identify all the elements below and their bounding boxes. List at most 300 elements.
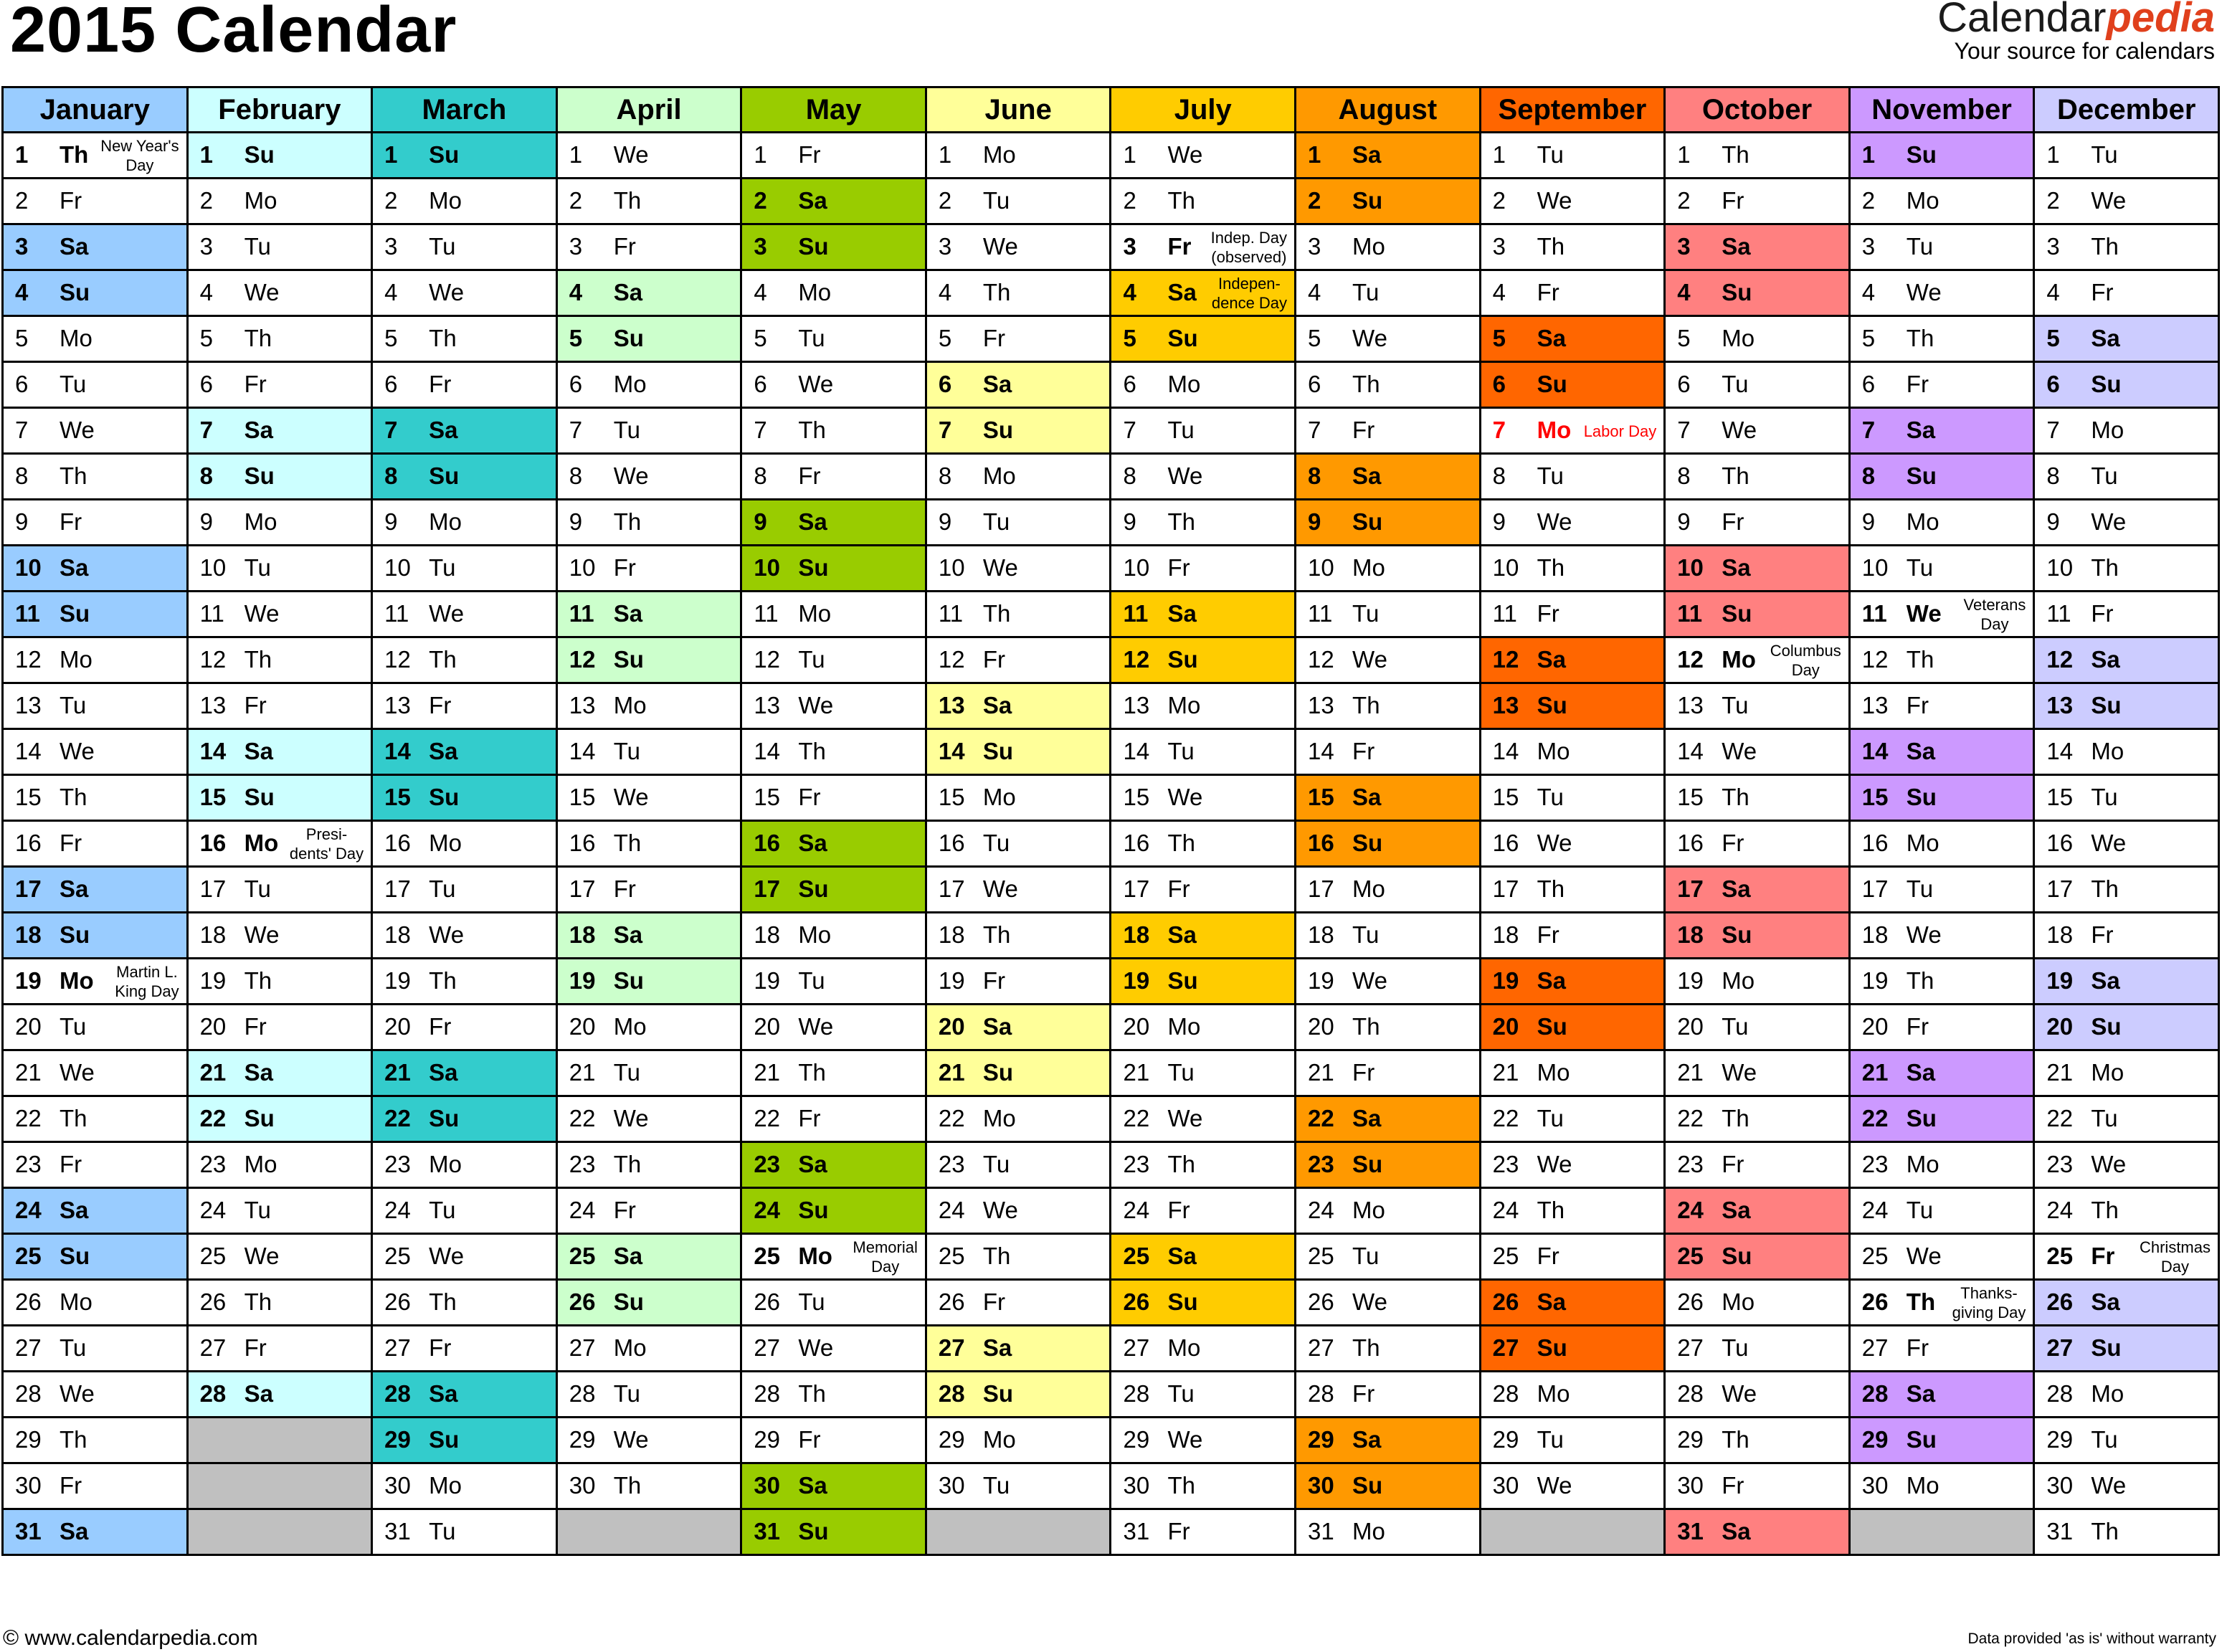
day-cell[interactable] — [1665, 913, 1850, 959]
day-cell[interactable] — [3, 316, 188, 362]
day-cell[interactable] — [1480, 1005, 1665, 1050]
day-cell[interactable] — [2034, 1142, 2219, 1188]
day-cell[interactable] — [187, 1050, 372, 1096]
day-cell[interactable] — [926, 179, 1111, 224]
day-cell[interactable] — [1849, 1372, 2034, 1418]
day-cell[interactable] — [741, 1050, 926, 1096]
day-cell[interactable] — [187, 1096, 372, 1142]
day-cell[interactable] — [1849, 270, 2034, 316]
day-cell[interactable] — [556, 179, 741, 224]
day-cell[interactable] — [187, 500, 372, 546]
day-cell[interactable] — [2034, 408, 2219, 454]
day-cell[interactable] — [741, 775, 926, 821]
day-cell[interactable] — [1296, 1142, 1481, 1188]
day-cell[interactable] — [372, 775, 557, 821]
day-cell[interactable] — [372, 270, 557, 316]
day-cell[interactable] — [1296, 959, 1481, 1005]
day-cell[interactable] — [1296, 729, 1481, 775]
day-cell[interactable] — [1480, 224, 1665, 270]
day-cell[interactable] — [741, 179, 926, 224]
day-cell[interactable] — [1665, 1326, 1850, 1372]
day-cell[interactable] — [187, 821, 372, 867]
day-cell[interactable] — [1480, 270, 1665, 316]
day-cell[interactable] — [1849, 224, 2034, 270]
day-cell[interactable] — [1849, 500, 2034, 546]
day-cell[interactable] — [1665, 1050, 1850, 1096]
day-cell[interactable] — [926, 683, 1111, 729]
day-cell[interactable] — [556, 1372, 741, 1418]
day-cell[interactable] — [187, 1372, 372, 1418]
day-cell[interactable] — [741, 316, 926, 362]
day-cell[interactable] — [556, 1188, 741, 1234]
day-cell[interactable] — [926, 362, 1111, 408]
day-cell[interactable] — [556, 1326, 741, 1372]
day-cell[interactable] — [187, 1188, 372, 1234]
day-cell[interactable] — [187, 683, 372, 729]
day-cell[interactable] — [741, 959, 926, 1005]
day-cell[interactable] — [1480, 1234, 1665, 1280]
day-cell[interactable] — [1665, 1234, 1850, 1280]
day-cell[interactable] — [372, 316, 557, 362]
day-cell[interactable] — [926, 1188, 1111, 1234]
day-cell[interactable] — [556, 224, 741, 270]
day-cell[interactable] — [741, 270, 926, 316]
day-cell[interactable] — [372, 224, 557, 270]
day-cell[interactable] — [1665, 592, 1850, 637]
day-cell[interactable] — [2034, 683, 2219, 729]
day-cell[interactable] — [1296, 362, 1481, 408]
day-cell[interactable] — [187, 316, 372, 362]
day-cell[interactable] — [741, 546, 926, 592]
day-cell[interactable] — [1665, 729, 1850, 775]
day-cell[interactable] — [1480, 729, 1665, 775]
day-cell[interactable] — [2034, 454, 2219, 500]
day-cell[interactable] — [187, 1234, 372, 1280]
day-cell[interactable] — [926, 637, 1111, 683]
day-cell[interactable] — [372, 1188, 557, 1234]
day-cell[interactable] — [372, 683, 557, 729]
day-cell[interactable] — [556, 362, 741, 408]
day-cell[interactable] — [2034, 913, 2219, 959]
day-cell[interactable] — [1849, 867, 2034, 913]
day-cell[interactable] — [2034, 362, 2219, 408]
day-cell[interactable] — [741, 1418, 926, 1463]
day-cell[interactable] — [2034, 1280, 2219, 1326]
day-cell[interactable] — [372, 179, 557, 224]
day-cell[interactable] — [741, 729, 926, 775]
day-cell[interactable] — [187, 913, 372, 959]
day-cell[interactable] — [3, 1326, 188, 1372]
day-cell[interactable] — [2034, 179, 2219, 224]
day-cell[interactable] — [1849, 1142, 2034, 1188]
day-cell[interactable] — [926, 224, 1111, 270]
day-cell[interactable] — [741, 821, 926, 867]
day-cell[interactable] — [187, 775, 372, 821]
day-cell[interactable] — [926, 775, 1111, 821]
day-cell[interactable] — [3, 1005, 188, 1050]
day-cell[interactable] — [1111, 316, 1296, 362]
day-cell[interactable] — [2034, 1096, 2219, 1142]
day-cell[interactable] — [3, 1234, 188, 1280]
day-cell[interactable] — [3, 683, 188, 729]
day-cell[interactable] — [1849, 592, 2034, 637]
day-cell[interactable] — [372, 1142, 557, 1188]
day-cell[interactable] — [556, 959, 741, 1005]
day-cell[interactable] — [741, 362, 926, 408]
day-cell[interactable] — [556, 1280, 741, 1326]
day-cell[interactable] — [1296, 867, 1481, 913]
day-cell[interactable] — [1111, 270, 1296, 316]
day-cell[interactable] — [1480, 133, 1665, 179]
footer-website-link[interactable]: © www.calendarpedia.com — [3, 1626, 258, 1650]
day-cell[interactable] — [3, 775, 188, 821]
day-cell[interactable] — [1665, 1005, 1850, 1050]
day-cell[interactable] — [187, 179, 372, 224]
day-cell[interactable] — [741, 1463, 926, 1509]
day-cell[interactable] — [372, 1005, 557, 1050]
day-cell[interactable] — [741, 1142, 926, 1188]
day-cell[interactable] — [556, 1142, 741, 1188]
day-cell[interactable] — [741, 408, 926, 454]
day-cell[interactable] — [1480, 1280, 1665, 1326]
day-cell[interactable] — [372, 500, 557, 546]
day-cell[interactable] — [741, 1326, 926, 1372]
day-cell[interactable] — [372, 1280, 557, 1326]
day-cell[interactable] — [372, 362, 557, 408]
day-cell[interactable] — [1111, 1280, 1296, 1326]
day-cell[interactable] — [1480, 1096, 1665, 1142]
day-cell[interactable] — [187, 592, 372, 637]
day-cell[interactable] — [1849, 775, 2034, 821]
day-cell[interactable] — [3, 729, 188, 775]
day-cell[interactable] — [1111, 637, 1296, 683]
day-cell[interactable] — [3, 179, 188, 224]
day-cell[interactable] — [372, 454, 557, 500]
day-cell[interactable] — [1849, 1280, 2034, 1326]
day-cell[interactable] — [2034, 1234, 2219, 1280]
day-cell[interactable] — [1665, 500, 1850, 546]
day-cell[interactable] — [3, 1509, 188, 1555]
day-cell[interactable] — [3, 867, 188, 913]
day-cell[interactable] — [741, 1372, 926, 1418]
day-cell[interactable] — [1849, 1418, 2034, 1463]
day-cell[interactable] — [556, 408, 741, 454]
day-cell[interactable] — [741, 592, 926, 637]
day-cell[interactable] — [3, 1188, 188, 1234]
day-cell[interactable] — [187, 729, 372, 775]
day-cell[interactable] — [556, 637, 741, 683]
day-cell[interactable] — [1111, 1463, 1296, 1509]
day-cell[interactable] — [1296, 1372, 1481, 1418]
day-cell[interactable] — [926, 821, 1111, 867]
day-cell[interactable] — [3, 270, 188, 316]
day-cell[interactable] — [372, 1234, 557, 1280]
day-cell[interactable] — [926, 867, 1111, 913]
day-cell[interactable] — [741, 1509, 926, 1555]
day-cell[interactable] — [1665, 1463, 1850, 1509]
day-cell[interactable] — [187, 362, 372, 408]
day-cell[interactable] — [1665, 775, 1850, 821]
day-cell[interactable] — [1111, 1142, 1296, 1188]
day-cell[interactable] — [1296, 316, 1481, 362]
day-cell[interactable] — [741, 1280, 926, 1326]
day-cell[interactable] — [1296, 1463, 1481, 1509]
day-cell[interactable] — [2034, 592, 2219, 637]
day-cell[interactable] — [1480, 775, 1665, 821]
day-cell[interactable] — [926, 1463, 1111, 1509]
day-cell[interactable] — [1480, 454, 1665, 500]
day-cell[interactable] — [372, 1096, 557, 1142]
day-cell[interactable] — [1849, 1005, 2034, 1050]
day-cell[interactable] — [741, 133, 926, 179]
day-cell[interactable] — [1111, 821, 1296, 867]
day-cell[interactable] — [1849, 546, 2034, 592]
day-cell[interactable] — [1111, 500, 1296, 546]
day-cell[interactable] — [556, 821, 741, 867]
day-cell[interactable] — [556, 1418, 741, 1463]
day-cell[interactable] — [1480, 408, 1665, 454]
day-cell[interactable] — [2034, 775, 2219, 821]
day-cell[interactable] — [3, 959, 188, 1005]
day-cell[interactable] — [2034, 729, 2219, 775]
day-cell[interactable] — [556, 133, 741, 179]
day-cell[interactable] — [1665, 224, 1850, 270]
day-cell[interactable] — [1665, 1142, 1850, 1188]
day-cell[interactable] — [556, 1463, 741, 1509]
day-cell[interactable] — [1111, 1050, 1296, 1096]
day-cell[interactable] — [1665, 179, 1850, 224]
day-cell[interactable] — [926, 546, 1111, 592]
day-cell[interactable] — [1665, 408, 1850, 454]
day-cell[interactable] — [556, 683, 741, 729]
day-cell[interactable] — [1111, 1418, 1296, 1463]
day-cell[interactable] — [1849, 913, 2034, 959]
day-cell[interactable] — [3, 913, 188, 959]
day-cell[interactable] — [1111, 1326, 1296, 1372]
day-cell[interactable] — [1849, 1234, 2034, 1280]
day-cell[interactable] — [372, 867, 557, 913]
day-cell[interactable] — [1480, 913, 1665, 959]
day-cell[interactable] — [741, 454, 926, 500]
day-cell[interactable] — [1111, 1372, 1296, 1418]
day-cell[interactable] — [1480, 1463, 1665, 1509]
day-cell[interactable] — [3, 821, 188, 867]
day-cell[interactable] — [1296, 1188, 1481, 1234]
day-cell[interactable] — [926, 959, 1111, 1005]
day-cell[interactable] — [1111, 1188, 1296, 1234]
day-cell[interactable] — [1665, 1280, 1850, 1326]
day-cell[interactable] — [372, 959, 557, 1005]
day-cell[interactable] — [1849, 133, 2034, 179]
day-cell[interactable] — [1665, 1372, 1850, 1418]
day-cell[interactable] — [3, 1372, 188, 1418]
day-cell[interactable] — [1480, 1326, 1665, 1372]
day-cell[interactable] — [926, 729, 1111, 775]
day-cell[interactable] — [187, 546, 372, 592]
day-cell[interactable] — [1296, 179, 1481, 224]
day-cell[interactable] — [926, 1234, 1111, 1280]
day-cell[interactable] — [372, 1372, 557, 1418]
day-cell[interactable] — [1480, 1142, 1665, 1188]
brand-logo[interactable] — [1937, 0, 2215, 63]
day-cell[interactable] — [1111, 683, 1296, 729]
day-cell[interactable] — [187, 1005, 372, 1050]
day-cell[interactable] — [741, 1188, 926, 1234]
day-cell[interactable] — [1665, 821, 1850, 867]
day-cell[interactable] — [1665, 546, 1850, 592]
day-cell[interactable] — [926, 454, 1111, 500]
day-cell[interactable] — [1849, 454, 2034, 500]
day-cell[interactable] — [1849, 637, 2034, 683]
day-cell[interactable] — [3, 454, 188, 500]
day-cell[interactable] — [926, 913, 1111, 959]
day-cell[interactable] — [556, 1096, 741, 1142]
day-cell[interactable] — [741, 913, 926, 959]
day-cell[interactable] — [1296, 1509, 1481, 1555]
day-cell[interactable] — [3, 1418, 188, 1463]
day-cell[interactable] — [187, 224, 372, 270]
day-cell[interactable] — [2034, 1050, 2219, 1096]
day-cell[interactable] — [556, 316, 741, 362]
day-cell[interactable] — [556, 592, 741, 637]
day-cell[interactable] — [1665, 362, 1850, 408]
day-cell[interactable] — [187, 1326, 372, 1372]
day-cell[interactable] — [741, 1234, 926, 1280]
day-cell[interactable] — [1296, 821, 1481, 867]
day-cell[interactable] — [1480, 1418, 1665, 1463]
day-cell[interactable] — [3, 546, 188, 592]
day-cell[interactable] — [556, 500, 741, 546]
day-cell[interactable] — [187, 959, 372, 1005]
day-cell[interactable] — [187, 1280, 372, 1326]
day-cell[interactable] — [2034, 637, 2219, 683]
day-cell[interactable] — [741, 1005, 926, 1050]
day-cell[interactable] — [2034, 959, 2219, 1005]
day-cell[interactable] — [1849, 959, 2034, 1005]
day-cell[interactable] — [1296, 775, 1481, 821]
day-cell[interactable] — [926, 1050, 1111, 1096]
day-cell[interactable] — [1111, 362, 1296, 408]
day-cell[interactable] — [1849, 683, 2034, 729]
day-cell[interactable] — [926, 1005, 1111, 1050]
day-cell[interactable] — [1849, 1326, 2034, 1372]
day-cell[interactable] — [556, 775, 741, 821]
day-cell[interactable] — [1111, 959, 1296, 1005]
day-cell[interactable] — [926, 1326, 1111, 1372]
day-cell[interactable] — [372, 1509, 557, 1555]
day-cell[interactable] — [1665, 867, 1850, 913]
day-cell[interactable] — [3, 1096, 188, 1142]
day-cell[interactable] — [1296, 454, 1481, 500]
day-cell[interactable] — [1296, 592, 1481, 637]
day-cell[interactable] — [1111, 179, 1296, 224]
day-cell[interactable] — [372, 133, 557, 179]
day-cell[interactable] — [2034, 546, 2219, 592]
day-cell[interactable] — [1296, 1234, 1481, 1280]
day-cell[interactable] — [1480, 867, 1665, 913]
day-cell[interactable] — [1111, 454, 1296, 500]
day-cell[interactable] — [1480, 546, 1665, 592]
day-cell[interactable] — [372, 637, 557, 683]
day-cell[interactable] — [1296, 913, 1481, 959]
day-cell[interactable] — [1296, 1280, 1481, 1326]
day-cell[interactable] — [741, 224, 926, 270]
day-cell[interactable] — [372, 1326, 557, 1372]
day-cell[interactable] — [926, 1418, 1111, 1463]
day-cell[interactable] — [1111, 1509, 1296, 1555]
day-cell[interactable] — [1296, 408, 1481, 454]
day-cell[interactable] — [372, 821, 557, 867]
day-cell[interactable] — [2034, 1509, 2219, 1555]
day-cell[interactable] — [1111, 729, 1296, 775]
day-cell[interactable] — [926, 1096, 1111, 1142]
day-cell[interactable] — [2034, 1326, 2219, 1372]
day-cell[interactable] — [741, 1096, 926, 1142]
day-cell[interactable] — [1665, 1096, 1850, 1142]
day-cell[interactable] — [1665, 1188, 1850, 1234]
day-cell[interactable] — [556, 454, 741, 500]
day-cell[interactable] — [2034, 500, 2219, 546]
day-cell[interactable] — [3, 592, 188, 637]
day-cell[interactable] — [3, 408, 188, 454]
day-cell[interactable] — [1849, 1188, 2034, 1234]
day-cell[interactable] — [3, 1142, 188, 1188]
day-cell[interactable] — [556, 270, 741, 316]
day-cell[interactable] — [187, 270, 372, 316]
day-cell[interactable] — [1849, 179, 2034, 224]
day-cell[interactable] — [187, 408, 372, 454]
day-cell[interactable] — [1480, 1188, 1665, 1234]
day-cell[interactable] — [3, 362, 188, 408]
day-cell[interactable] — [1111, 775, 1296, 821]
day-cell[interactable] — [1296, 270, 1481, 316]
day-cell[interactable] — [1111, 913, 1296, 959]
day-cell[interactable] — [1296, 224, 1481, 270]
day-cell[interactable] — [3, 1463, 188, 1509]
day-cell[interactable] — [926, 270, 1111, 316]
day-cell[interactable] — [1665, 683, 1850, 729]
day-cell[interactable] — [741, 637, 926, 683]
day-cell[interactable] — [372, 1418, 557, 1463]
day-cell[interactable] — [926, 1280, 1111, 1326]
day-cell[interactable] — [2034, 867, 2219, 913]
day-cell[interactable] — [1665, 270, 1850, 316]
day-cell[interactable] — [1111, 1005, 1296, 1050]
day-cell[interactable] — [1665, 959, 1850, 1005]
day-cell[interactable] — [1111, 224, 1296, 270]
day-cell[interactable] — [3, 1050, 188, 1096]
day-cell[interactable] — [1665, 1509, 1850, 1555]
day-cell[interactable] — [2034, 270, 2219, 316]
day-cell[interactable] — [1296, 133, 1481, 179]
day-cell[interactable] — [1480, 362, 1665, 408]
day-cell[interactable] — [3, 1280, 188, 1326]
day-cell[interactable] — [1480, 637, 1665, 683]
day-cell[interactable] — [741, 500, 926, 546]
day-cell[interactable] — [1665, 1418, 1850, 1463]
day-cell[interactable] — [2034, 1005, 2219, 1050]
day-cell[interactable] — [1111, 1096, 1296, 1142]
day-cell[interactable] — [187, 637, 372, 683]
day-cell[interactable] — [1480, 821, 1665, 867]
day-cell[interactable] — [1665, 316, 1850, 362]
day-cell[interactable] — [2034, 1188, 2219, 1234]
day-cell[interactable] — [1111, 592, 1296, 637]
day-cell[interactable] — [556, 1050, 741, 1096]
day-cell[interactable] — [1849, 408, 2034, 454]
day-cell[interactable] — [1849, 729, 2034, 775]
day-cell[interactable] — [926, 133, 1111, 179]
